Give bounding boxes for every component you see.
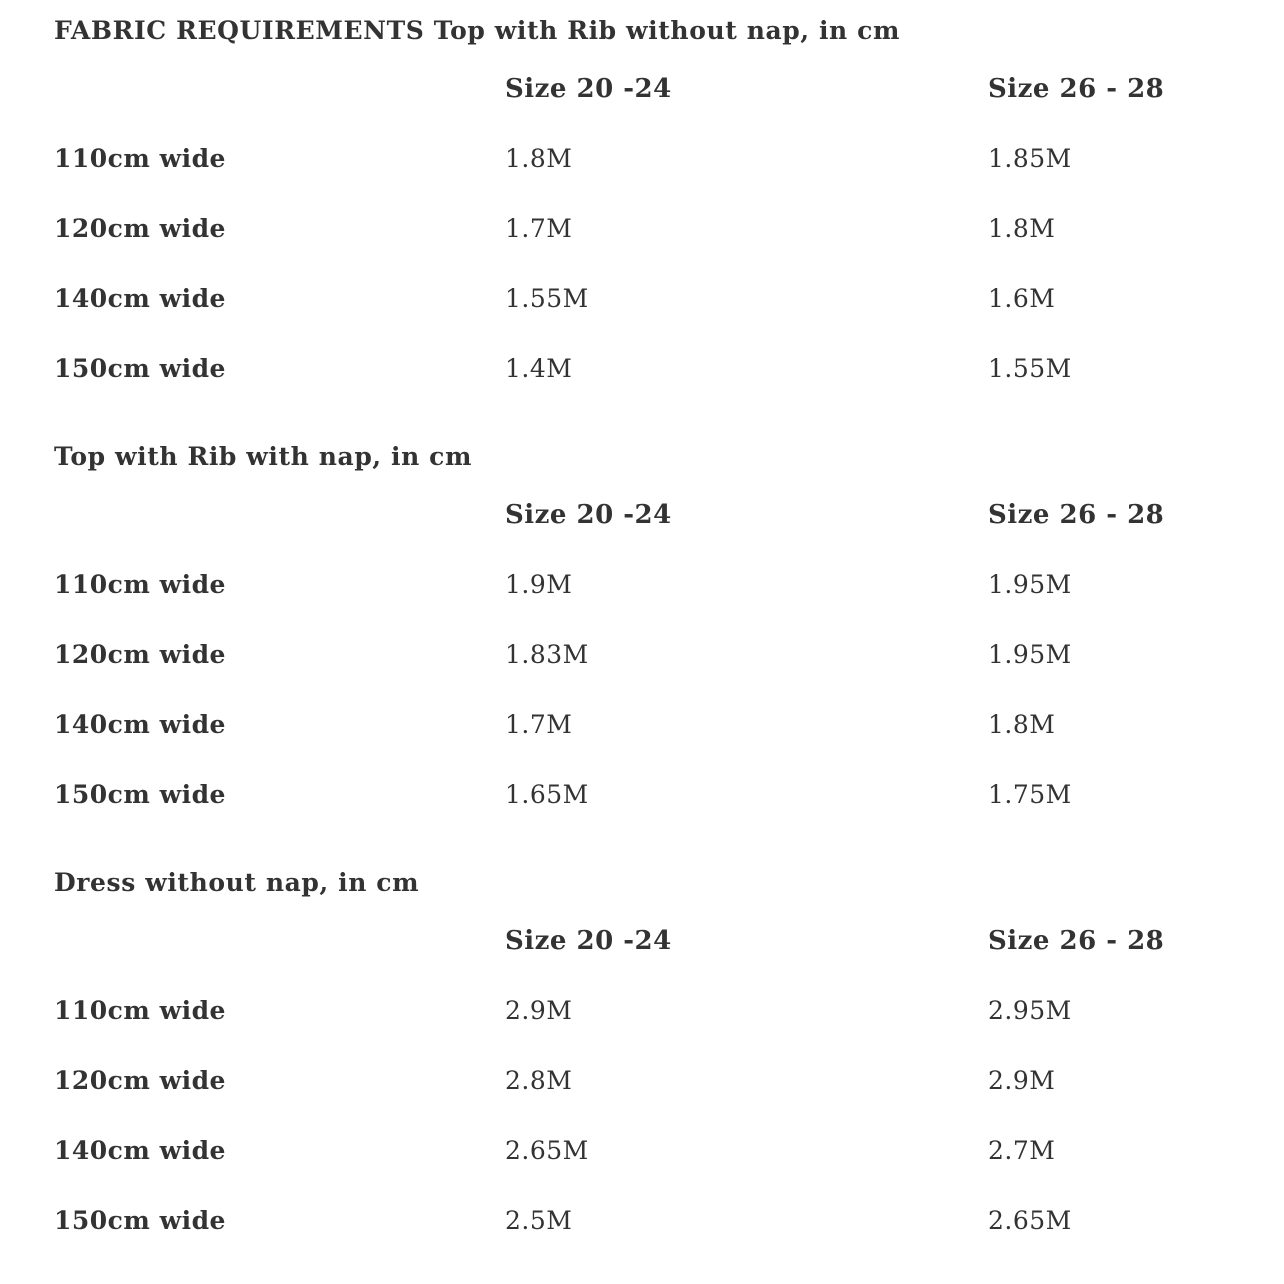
column-header-size-26-28: Size 26 - 28 bbox=[988, 500, 1165, 530]
row-label: 150cm wide bbox=[54, 1206, 226, 1235]
table-cell: 1.65M bbox=[505, 780, 589, 809]
table-cell: 2.8M bbox=[505, 1066, 573, 1095]
column-header-size-26-28: Size 26 - 28 bbox=[988, 74, 1165, 104]
table-cell: 1.8M bbox=[988, 214, 1056, 243]
row-label: 150cm wide bbox=[54, 354, 226, 383]
table-cell: 2.9M bbox=[988, 1066, 1056, 1095]
row-label: 110cm wide bbox=[54, 144, 226, 173]
table-cell: 2.7M bbox=[988, 1136, 1056, 1165]
column-header-size-20-24: Size 20 -24 bbox=[505, 926, 672, 956]
table-cell: 1.95M bbox=[988, 640, 1072, 669]
table-cell: 1.7M bbox=[505, 710, 573, 739]
table-cell: 1.85M bbox=[988, 144, 1072, 173]
section-title: Top with Rib with nap, in cm bbox=[54, 442, 473, 471]
row-label: 120cm wide bbox=[54, 1066, 226, 1095]
table-cell: 2.9M bbox=[505, 996, 573, 1025]
table-cell: 1.8M bbox=[505, 144, 573, 173]
section-title: FABRIC REQUIREMENTS Top with Rib without nap, in cm bbox=[54, 16, 901, 45]
row-label: 150cm wide bbox=[54, 780, 226, 809]
table-cell: 1.7M bbox=[505, 214, 573, 243]
table-cell: 2.65M bbox=[988, 1206, 1072, 1235]
row-label: 140cm wide bbox=[54, 1136, 226, 1165]
table-cell: 1.6M bbox=[988, 284, 1056, 313]
row-label: 120cm wide bbox=[54, 640, 226, 669]
table-cell: 2.95M bbox=[988, 996, 1072, 1025]
table-cell: 1.95M bbox=[988, 570, 1072, 599]
table-cell: 1.4M bbox=[505, 354, 573, 383]
table-cell: 1.55M bbox=[988, 354, 1072, 383]
table-cell: 2.65M bbox=[505, 1136, 589, 1165]
table-cell: 2.5M bbox=[505, 1206, 573, 1235]
section-title: Dress without nap, in cm bbox=[54, 868, 420, 897]
column-header-size-20-24: Size 20 -24 bbox=[505, 74, 672, 104]
row-label: 120cm wide bbox=[54, 214, 226, 243]
table-cell: 1.75M bbox=[988, 780, 1072, 809]
row-label: 110cm wide bbox=[54, 570, 226, 599]
table-cell: 1.8M bbox=[988, 710, 1056, 739]
column-header-size-26-28: Size 26 - 28 bbox=[988, 926, 1165, 956]
table-cell: 1.83M bbox=[505, 640, 589, 669]
table-cell: 1.55M bbox=[505, 284, 589, 313]
row-label: 140cm wide bbox=[54, 710, 226, 739]
row-label: 140cm wide bbox=[54, 284, 226, 313]
table-cell: 1.9M bbox=[505, 570, 573, 599]
column-header-size-20-24: Size 20 -24 bbox=[505, 500, 672, 530]
row-label: 110cm wide bbox=[54, 996, 226, 1025]
